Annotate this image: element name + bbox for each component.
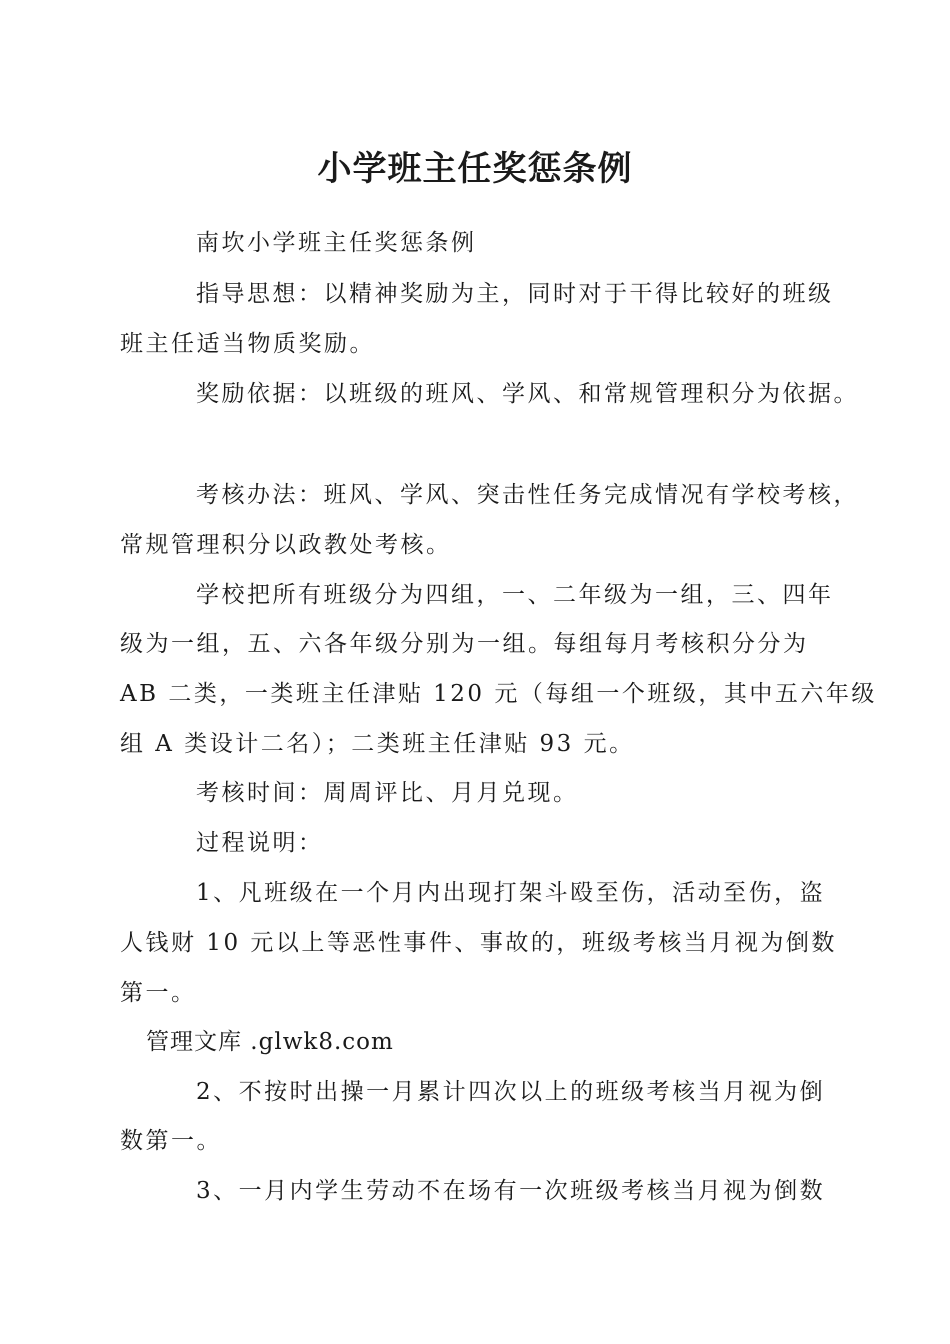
- paragraph-process-heading: 过程说明：: [196, 830, 324, 856]
- paragraph-guiding-idea: 指导思想：以精神奖励为主，同时对于干得比较好的班级: [196, 281, 834, 307]
- list-item-2: 2、不按时出操一月累计四次以上的班级考核当月视为倒: [196, 1079, 826, 1105]
- library-watermark-text: 管理文库 .glwk8.com: [146, 1029, 394, 1055]
- paragraph-assessment-time: 考核时间：周周评比、月月兑现。: [196, 780, 579, 806]
- paragraph-grouping-cont-3: 组 A 类设计二名）；二类班主任津贴 93 元。: [120, 731, 635, 757]
- paragraph-guiding-idea-cont: 班主任适当物质奖励。: [120, 331, 375, 357]
- paragraph-grouping-cont-2: AB 二类，一类班主任津贴 120 元（每组一个班级，其中五六年级: [120, 681, 877, 707]
- paragraph-subtitle: 南坎小学班主任奖惩条例: [196, 230, 477, 256]
- paragraph-grouping-cont-1: 级为一组，五、六各年级分别为一组。每组每月考核积分分为: [120, 631, 809, 657]
- list-item-3: 3、一月内学生劳动不在场有一次班级考核当月视为倒数: [196, 1178, 826, 1204]
- document-title: 小学班主任奖惩条例: [317, 149, 633, 189]
- paragraph-grouping: 学校把所有班级分为四组，一、二年级为一组，三、四年: [196, 582, 834, 608]
- list-item-1-cont-1: 人钱财 10 元以上等恶性事件、事故的，班级考核当月视为倒数: [120, 930, 837, 956]
- list-item-2-cont: 数第一。: [120, 1128, 222, 1154]
- paragraph-assessment-method: 考核办法：班风、学风、突击性任务完成情况有学校考核，: [196, 482, 859, 508]
- list-item-1: 1、凡班级在一个月内出现打架斗殴至伤，活动至伤，盗: [196, 880, 826, 906]
- list-item-1-cont-2: 第一。: [120, 980, 197, 1006]
- paragraph-reward-basis: 奖励依据：以班级的班风、学风、和常规管理积分为依据。: [196, 381, 859, 407]
- paragraph-assessment-method-cont: 常规管理积分以政教处考核。: [120, 532, 452, 558]
